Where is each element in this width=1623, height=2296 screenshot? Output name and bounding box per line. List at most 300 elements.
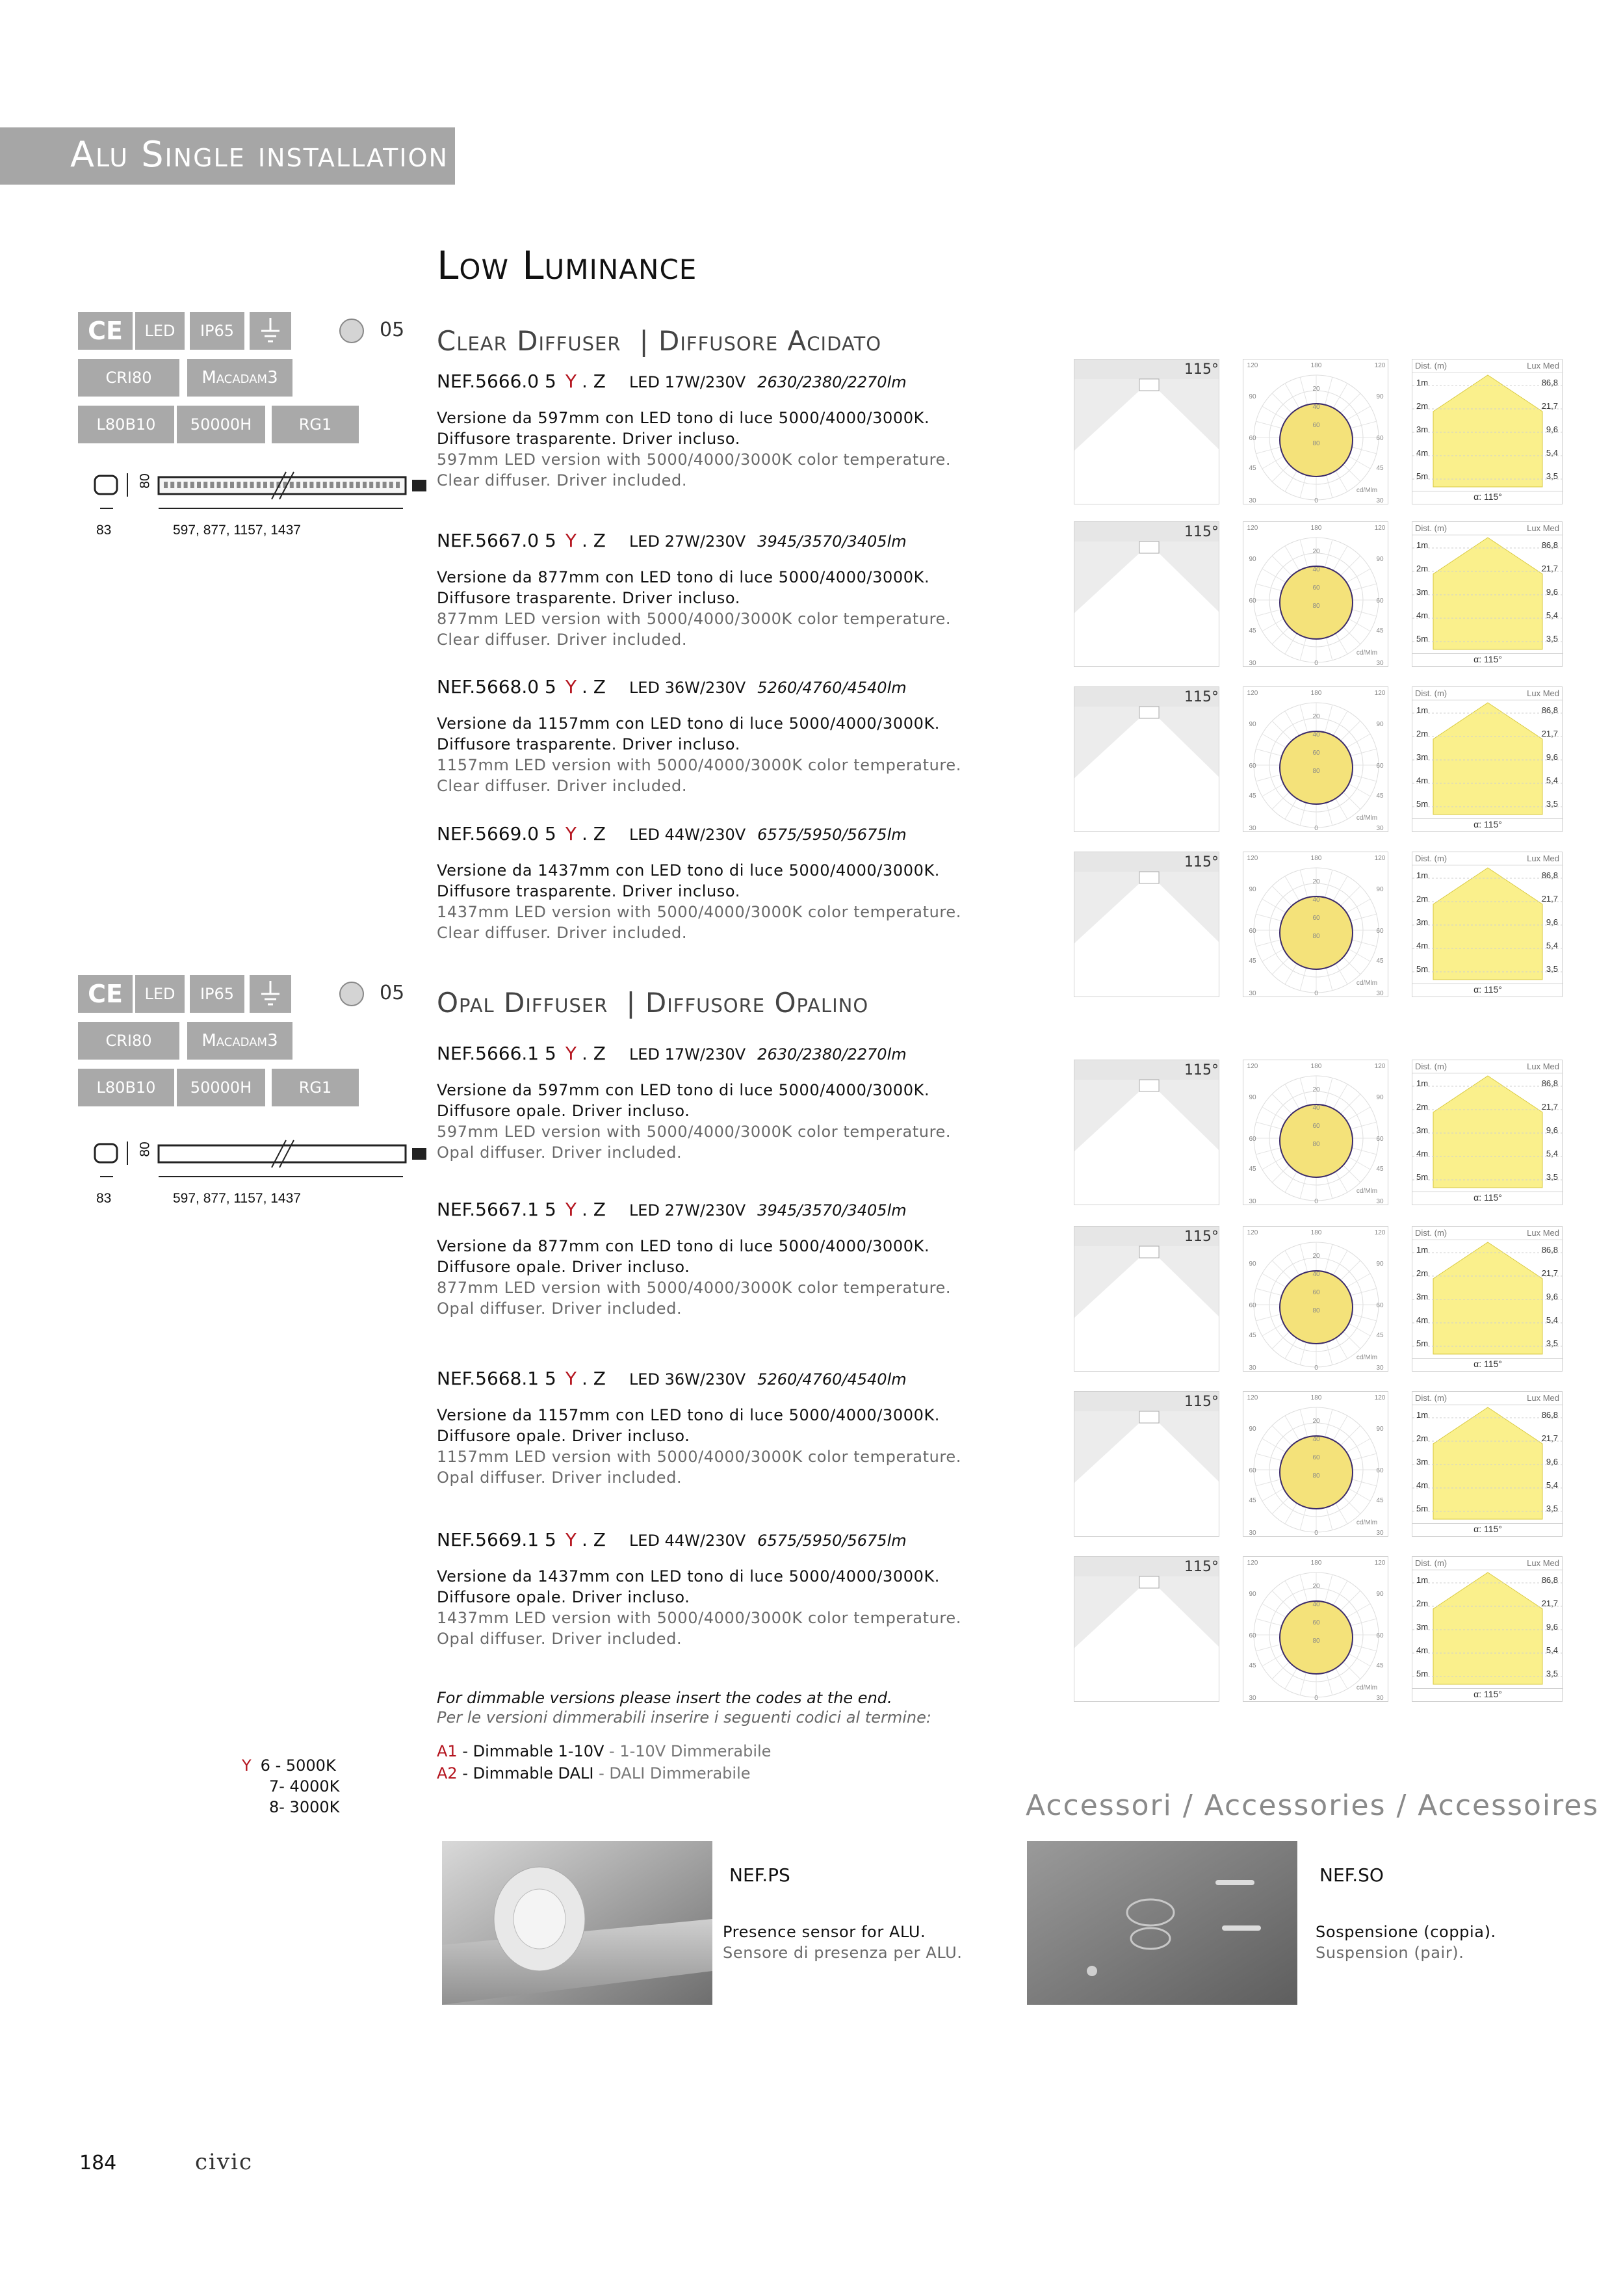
led-chip (190, 482, 194, 488)
product-header (437, 1199, 1022, 1220)
polar-label: 180 (1310, 1394, 1322, 1402)
polar-label: 180 (1310, 690, 1322, 697)
polar-ring-label: 40 (1312, 566, 1320, 573)
led-chip (203, 482, 207, 488)
a2-it: - DALI Dimmerabile (593, 1764, 751, 1782)
distance-label: 4m (1416, 941, 1429, 950)
product-entry (437, 530, 1022, 650)
led-chip (317, 482, 320, 488)
led-chip (376, 482, 380, 488)
illuminance-cone (1412, 686, 1563, 832)
accessory-code: NEF.SO (1319, 1864, 1384, 1886)
lux-value: 86,8 (1541, 870, 1558, 880)
distance-label: 1m (1416, 1575, 1429, 1585)
polar-unit: cd/Mlm (1356, 980, 1378, 987)
polar-ring-label: 60 (1312, 584, 1320, 592)
lux-value: 21,7 (1541, 1598, 1558, 1608)
illuminance-cone-shape (1433, 1407, 1542, 1519)
polar-diagram (1243, 1391, 1388, 1537)
product-desc-it: Versione da 1157mm con LED tono di luce 5000/4000/3000K. (437, 1406, 941, 1424)
lux-value: 86,8 (1541, 1410, 1558, 1420)
led-chip (197, 482, 201, 488)
polar-label: 45 (1376, 627, 1384, 634)
distance-label: 3m (1416, 1125, 1429, 1135)
lux-value: 9,6 (1546, 587, 1558, 597)
polar-label: 120 (1247, 1229, 1258, 1236)
class-number: 05 (380, 982, 405, 1004)
product-y-code: Y (565, 1199, 577, 1220)
dist-header: Dist. (m) (1415, 1558, 1448, 1568)
polar-label: 90 (1249, 886, 1256, 893)
led-badge: LED (135, 975, 185, 1013)
section-title (437, 325, 881, 357)
product-header (437, 823, 1022, 844)
beam-angle: 115° (1184, 1559, 1219, 1575)
lux-value: 5,4 (1546, 610, 1558, 620)
lux-header: Lux Med (1527, 854, 1559, 863)
led-chip (356, 482, 360, 488)
polar-label: 0 (1314, 1530, 1318, 1537)
polar-label: 30 (1249, 660, 1256, 667)
a2-code: A2 (437, 1764, 458, 1782)
cone-alpha: α: 115° (1412, 1192, 1563, 1205)
product-desc-en: Clear diffuser. Driver included. (437, 777, 688, 795)
lux-value: 9,6 (1546, 1457, 1558, 1467)
y-code-label: Y (242, 1756, 252, 1775)
polar-label: 30 (1249, 990, 1256, 997)
a1-sep: - (457, 1742, 473, 1760)
polar-label: 120 (1374, 525, 1386, 532)
dist-header: Dist. (m) (1415, 523, 1448, 533)
beam-shadow (1159, 707, 1219, 778)
beam-illustration (1074, 852, 1219, 997)
product-y-code: Y (565, 530, 577, 551)
beam-shadow (1074, 707, 1139, 778)
lux-header: Lux Med (1527, 1558, 1559, 1568)
a1-en: Dimmable 1-10V (473, 1742, 604, 1760)
product-header (437, 676, 1022, 698)
product-lumens: 2630/2380/2270lm (757, 1045, 907, 1063)
polar-label: 45 (1249, 465, 1256, 472)
lux-value: 5,4 (1546, 776, 1558, 785)
connector-cap (412, 1148, 426, 1160)
section-title-it: | Diffusore Opalino (626, 987, 869, 1019)
page-title: Low Luminance (437, 243, 697, 289)
distance-label: 4m (1416, 1645, 1429, 1655)
product-desc-en: Opal diffuser. Driver included. (437, 1468, 682, 1487)
polar-label: 90 (1376, 721, 1384, 728)
polar-ring-label: 80 (1312, 768, 1320, 775)
polar-ring-label: 40 (1312, 1436, 1320, 1443)
product-z-code: . Z (581, 1368, 606, 1389)
polar-label: 45 (1249, 1662, 1256, 1669)
distance-label: 1m (1416, 1245, 1429, 1255)
illuminance-cone (1412, 359, 1563, 504)
led-chip (257, 482, 261, 488)
suspension-photo (1027, 1841, 1297, 2005)
led-chip (323, 482, 327, 488)
beam-shadow (1074, 1246, 1139, 1318)
product-desc-en: 597mm LED version with 5000/4000/3000K color temperature. (437, 450, 952, 469)
polar-ring-label: 80 (1312, 1307, 1320, 1314)
polar-label: 90 (1249, 1426, 1256, 1433)
illuminance-cone (1412, 852, 1563, 997)
beam-shadow (1159, 379, 1219, 450)
polar-label: 90 (1376, 1591, 1384, 1598)
polar-ring-label: 80 (1312, 1472, 1320, 1480)
lux-value: 86,8 (1541, 1245, 1558, 1255)
lux-value: 3,5 (1546, 1338, 1558, 1348)
distance-label: 1m (1416, 378, 1429, 387)
distance-label: 2m (1416, 729, 1429, 738)
beam-angle: 115° (1184, 1062, 1219, 1078)
lux-value: 21,7 (1541, 1268, 1558, 1278)
product-y-code: Y (565, 676, 577, 698)
beam-angle: 115° (1184, 524, 1219, 540)
illuminance-cone-shape (1433, 538, 1542, 649)
polar-diagram (1243, 359, 1388, 504)
polar-label: 120 (1247, 362, 1258, 369)
lux-value: 5,4 (1546, 1315, 1558, 1325)
connector-cap (412, 480, 426, 491)
lux-value: 21,7 (1541, 729, 1558, 738)
height-dimension: 80 (137, 473, 153, 489)
product-desc-it: Diffusore opale. Driver incluso. (437, 1427, 690, 1445)
product-power: LED 17W/230V (629, 373, 746, 391)
polar-ring-label: 40 (1312, 1271, 1320, 1278)
brand-logo: civic (195, 2149, 253, 2175)
length-dimensions: 597, 877, 1157, 1437 (173, 1191, 301, 1206)
lux-value: 3,5 (1546, 1504, 1558, 1513)
led-chip (164, 482, 168, 488)
illuminance-cone-shape (1433, 1076, 1542, 1188)
product-z-code: . Z (581, 676, 606, 698)
led-badge: LED (135, 312, 185, 350)
profile-section-icon (95, 476, 117, 494)
product-code: NEF.5669.1 5 (437, 1529, 556, 1550)
polar-label: 180 (1310, 1063, 1322, 1070)
polar-unit: cd/Mlm (1356, 1354, 1378, 1361)
beam-illustration (1074, 1060, 1219, 1205)
polar-ring-label: 80 (1312, 603, 1320, 610)
section-title-en: Opal Diffuser (437, 987, 608, 1019)
product-desc-it: Versione da 1437mm con LED tono di luce 5000/4000/3000K. (437, 861, 941, 880)
distance-label: 2m (1416, 564, 1429, 573)
polar-ring-label: 20 (1312, 1086, 1320, 1093)
led-chip (230, 482, 234, 488)
distance-label: 5m (1416, 634, 1429, 644)
led-chip (389, 482, 393, 488)
lux-value: 3,5 (1546, 799, 1558, 809)
lux-header: Lux Med (1527, 1393, 1559, 1403)
distance-label: 4m (1416, 1480, 1429, 1490)
polar-label: 30 (1376, 1530, 1384, 1537)
lux-value: 9,6 (1546, 917, 1558, 927)
product-power: LED 36W/230V (629, 679, 746, 697)
product-desc-en: 1157mm LED version with 5000/4000/3000K color temperature. (437, 756, 961, 774)
product-code: NEF.5669.0 5 (437, 823, 556, 844)
beam-shadow (1074, 1411, 1139, 1483)
dimmable-a2 (437, 1764, 751, 1782)
product-desc-en: Clear diffuser. Driver included. (437, 471, 688, 489)
product-y-code: Y (565, 1043, 577, 1064)
polar-label: 90 (1249, 1094, 1256, 1101)
product-code: NEF.5668.1 5 (437, 1368, 556, 1389)
length-dimensions: 597, 877, 1157, 1437 (173, 523, 301, 538)
led-chip (237, 482, 240, 488)
lux-header: Lux Med (1527, 688, 1559, 698)
distance-label: 5m (1416, 799, 1429, 809)
illuminance-cone-shape (1433, 703, 1542, 815)
cone-alpha: α: 115° (1412, 1358, 1563, 1371)
polar-ring-label: 40 (1312, 731, 1320, 738)
product-y-code: Y (565, 1368, 577, 1389)
polar-label: 60 (1376, 763, 1384, 770)
page-number: 184 (79, 2152, 117, 2174)
beam-shadow (1159, 1576, 1219, 1648)
lux-value: 86,8 (1541, 705, 1558, 715)
illuminance-cone (1412, 1060, 1563, 1205)
luminaire-icon (1139, 872, 1159, 883)
beam-shadow (1159, 541, 1219, 613)
polar-label: 180 (1310, 1229, 1322, 1236)
led-chip (336, 482, 340, 488)
polar-label: 30 (1376, 825, 1384, 832)
polar-label: 60 (1376, 928, 1384, 935)
product-desc-it: Versione da 597mm con LED tono di luce 5000/4000/3000K. (437, 409, 930, 427)
polar-ring-label: 40 (1312, 404, 1320, 411)
a2-en: Dimmable DALI (473, 1764, 594, 1782)
polar-diagram (1243, 521, 1388, 667)
a1-code: A1 (437, 1742, 458, 1760)
lux-value: 5,4 (1546, 1480, 1558, 1490)
product-lumens: 5260/4760/4540lm (757, 679, 907, 697)
a1-it: - 1-10V Dimmerabile (604, 1742, 772, 1760)
distance-label: 4m (1416, 776, 1429, 785)
lux-value: 86,8 (1541, 1078, 1558, 1088)
ip-rating-badge: IP65 (190, 975, 244, 1013)
y-code-item: 8- 3000K (269, 1798, 340, 1816)
product-entry (437, 1199, 1022, 1319)
polar-label: 90 (1249, 1260, 1256, 1268)
class-number: 05 (380, 319, 405, 341)
dimmable-note-it: Per le versioni dimmerabili inserire i seguenti codici al termine: (437, 1708, 931, 1727)
polar-label: 90 (1376, 886, 1384, 893)
distance-label: 5m (1416, 1669, 1429, 1678)
lux-value: 86,8 (1541, 540, 1558, 550)
polar-label: 90 (1249, 393, 1256, 400)
product-entry (437, 676, 1022, 796)
illuminance-cone (1412, 521, 1563, 667)
lux-value: 86,8 (1541, 378, 1558, 387)
polar-ring-label: 80 (1312, 440, 1320, 447)
height-dimension: 80 (137, 1141, 153, 1157)
polar-unit: cd/Mlm (1356, 815, 1378, 822)
polar-ring-label: 60 (1312, 1619, 1320, 1626)
class-circle-icon (339, 982, 364, 1006)
ip-rating-badge: IP65 (190, 312, 244, 350)
dimmable-a1 (437, 1742, 771, 1760)
y-code-item: 6 - 5000K (260, 1756, 336, 1775)
product-desc-it: Diffusore opale. Driver incluso. (437, 1102, 690, 1120)
polar-ring-label: 80 (1312, 933, 1320, 940)
distance-label: 2m (1416, 1102, 1429, 1112)
luminaire-icon (1139, 1080, 1159, 1091)
illuminance-cone (1412, 1556, 1563, 1702)
product-header (437, 530, 1022, 551)
polar-ring-label: 20 (1312, 1583, 1320, 1590)
product-desc-en: Clear diffuser. Driver included. (437, 924, 688, 942)
led-chip (250, 482, 254, 488)
polar-label: 60 (1376, 435, 1384, 442)
polar-ring-label: 60 (1312, 1123, 1320, 1130)
lux-value: 9,6 (1546, 1622, 1558, 1632)
polar-label: 90 (1376, 1260, 1384, 1268)
dist-header: Dist. (m) (1415, 1228, 1448, 1238)
product-header (437, 371, 1022, 392)
beam-shadow (1074, 541, 1139, 613)
product-power: LED 44W/230V (629, 826, 746, 844)
product-desc-en: 1437mm LED version with 5000/4000/3000K color temperature. (437, 1609, 961, 1627)
distance-label: 5m (1416, 1504, 1429, 1513)
distance-label: 2m (1416, 894, 1429, 904)
y-codes (242, 1755, 339, 1818)
polar-label: 45 (1376, 958, 1384, 965)
product-power: LED 27W/230V (629, 532, 746, 551)
beam-shadow (1159, 1080, 1219, 1151)
led-chip (210, 482, 214, 488)
beam-angle: 115° (1184, 689, 1219, 705)
beam-shadow (1074, 379, 1139, 450)
illuminance-cone-shape (1433, 868, 1542, 980)
product-desc-en: 877mm LED version with 5000/4000/3000K color temperature. (437, 1279, 952, 1297)
distance-label: 2m (1416, 1598, 1429, 1608)
product-code: NEF.5668.0 5 (437, 676, 556, 698)
polar-label: 0 (1314, 660, 1318, 667)
polar-label: 180 (1310, 1559, 1322, 1567)
cri-badge: CRI80 (78, 359, 179, 397)
distance-label: 5m (1416, 1172, 1429, 1182)
distance-label: 4m (1416, 448, 1429, 458)
risk-group-badge: RG1 (272, 406, 359, 443)
product-desc-it: Diffusore trasparente. Driver incluso. (437, 735, 740, 753)
polar-diagram (1243, 686, 1388, 832)
product-header (437, 1043, 1022, 1064)
product-desc-it: Diffusore opale. Driver incluso. (437, 1258, 690, 1276)
beam-angle: 115° (1184, 854, 1219, 870)
polar-label: 0 (1314, 990, 1318, 997)
cone-alpha: α: 115° (1412, 984, 1563, 997)
product-y-code: Y (565, 823, 577, 844)
polar-label: 90 (1249, 556, 1256, 563)
distance-label: 2m (1416, 1268, 1429, 1278)
distance-label: 3m (1416, 917, 1429, 927)
lifetime-badge: 50000H (177, 406, 265, 443)
product-desc-en: Opal diffuser. Driver included. (437, 1143, 682, 1162)
distance-label: 3m (1416, 424, 1429, 434)
polar-label: 30 (1376, 1695, 1384, 1702)
polar-ring-label: 20 (1312, 385, 1320, 393)
led-chip (184, 482, 188, 488)
polar-ring-label: 40 (1312, 1104, 1320, 1112)
polar-ring-label: 60 (1312, 915, 1320, 922)
distance-label: 3m (1416, 587, 1429, 597)
dist-header: Dist. (m) (1415, 361, 1448, 371)
distance-label: 2m (1416, 401, 1429, 411)
lux-value: 3,5 (1546, 471, 1558, 481)
product-code: NEF.5666.1 5 (437, 1043, 556, 1064)
cone-alpha: α: 115° (1412, 1688, 1563, 1701)
lux-header: Lux Med (1527, 361, 1559, 371)
product-desc-en: 877mm LED version with 5000/4000/3000K color temperature. (437, 610, 952, 628)
product-code: NEF.5667.1 5 (437, 1199, 556, 1220)
profile-section-icon (95, 1144, 117, 1162)
presence-sensor-photo (442, 1841, 712, 2005)
polar-label: 90 (1376, 393, 1384, 400)
polar-label: 120 (1247, 1394, 1258, 1402)
led-chip (217, 482, 221, 488)
polar-label: 120 (1374, 1559, 1386, 1567)
polar-label: 45 (1249, 958, 1256, 965)
lux-value: 3,5 (1546, 964, 1558, 974)
polar-label: 90 (1376, 556, 1384, 563)
beam-shadow (1159, 1246, 1219, 1318)
polar-ring-label: 60 (1312, 422, 1320, 429)
polar-label: 60 (1249, 928, 1256, 935)
product-header (437, 1529, 1022, 1550)
product-y-code: Y (565, 1529, 577, 1550)
ce-badge: CE (78, 975, 133, 1013)
dimmable-note-en: For dimmable versions please insert the codes at the end. (437, 1689, 892, 1707)
distance-label: 5m (1416, 964, 1429, 974)
y-code-item: 7- 4000K (269, 1777, 340, 1795)
distance-label: 4m (1416, 1315, 1429, 1325)
product-entry (437, 1529, 1022, 1649)
beam-shadow (1074, 1080, 1139, 1151)
led-chip (290, 482, 294, 488)
product-z-code: . Z (581, 371, 606, 392)
lux-value: 9,6 (1546, 1292, 1558, 1301)
accessories-title: Accessori / Accessories / Accessoires (1026, 1789, 1600, 1822)
led-chip (224, 482, 227, 488)
product-entry (437, 1368, 1022, 1488)
product-lumens: 2630/2380/2270lm (757, 373, 907, 391)
dist-header: Dist. (m) (1415, 1393, 1448, 1403)
led-chip (170, 482, 174, 488)
l80b10-badge: L80B10 (78, 406, 174, 443)
polar-label: 30 (1249, 1695, 1256, 1702)
polar-label: 90 (1249, 1591, 1256, 1598)
polar-label: 60 (1376, 597, 1384, 605)
width-dimension: 83 (96, 523, 112, 538)
polar-label: 45 (1249, 627, 1256, 634)
polar-label: 120 (1374, 1229, 1386, 1236)
cone-alpha: α: 115° (1412, 818, 1563, 831)
product-desc-it: Versione da 877mm con LED tono di luce 5000/4000/3000K. (437, 568, 930, 586)
illuminance-cone-shape (1433, 375, 1542, 487)
polar-unit: cd/Mlm (1356, 1519, 1378, 1526)
polar-label: 45 (1249, 1332, 1256, 1339)
cone-alpha: α: 115° (1412, 653, 1563, 666)
polar-label: 60 (1376, 1302, 1384, 1309)
polar-label: 30 (1249, 1198, 1256, 1205)
polar-ring-label: 40 (1312, 1601, 1320, 1608)
polar-label: 0 (1314, 825, 1318, 832)
polar-label: 90 (1249, 721, 1256, 728)
product-desc-it: Versione da 597mm con LED tono di luce 5000/4000/3000K. (437, 1081, 930, 1099)
polar-label: 30 (1376, 660, 1384, 667)
beam-illustration (1074, 359, 1219, 504)
